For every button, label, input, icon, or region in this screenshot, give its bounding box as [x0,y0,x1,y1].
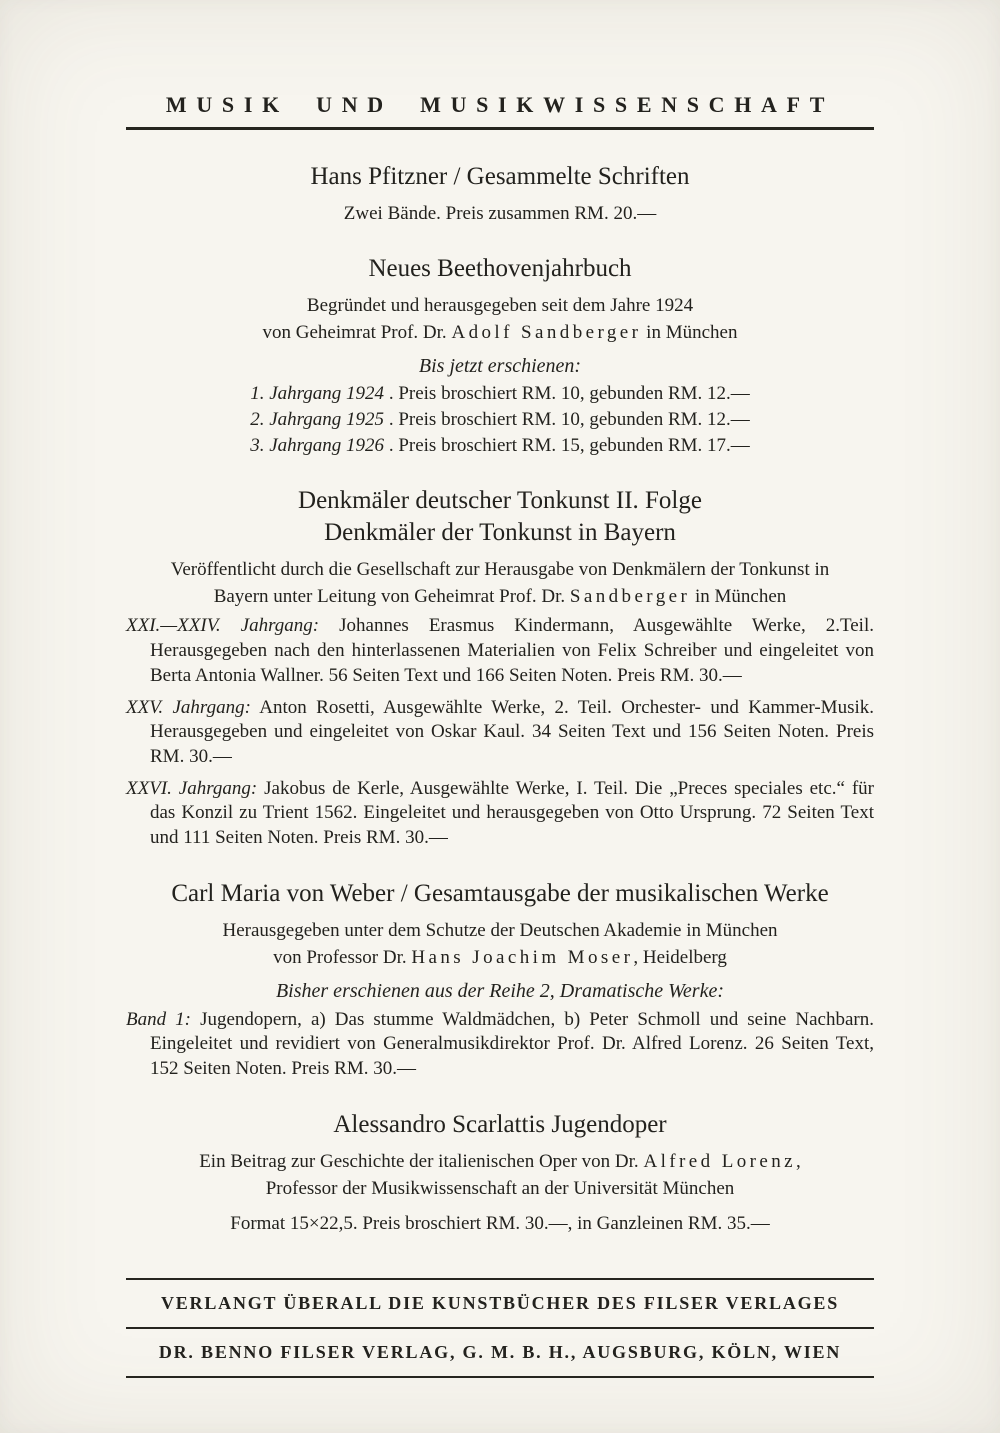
footer-rule-top [126,1278,874,1280]
scarlatti-line2: Professor der Musikwissenschaft an der Universität München [265,1177,735,1199]
denkmaeler-intro2 [126,584,874,609]
jahrgang-1924-label: 1. Jahrgang 1924 [250,383,385,405]
denkmaeler-intro1: Veröffentlicht durch die Gesellschaft zur Herausgabe von Denkmälern der Tonkunst in [170,559,830,581]
section-denkmaeler [126,486,874,850]
beethoven-line2 [126,320,874,345]
denkmaeler-title1: Denkmäler deutscher Tonkunst II. Folge [298,487,702,515]
weber-line2-post: , Heidelberg [633,946,727,968]
weber-line2 [126,945,874,970]
jahrgang-1925-label: 2. Jahrgang 1925 [250,408,385,430]
entry-xxv-text: Anton Rosetti, Ausgewählte Werke, 2. Teil. Orchester- und Kammer-Musik. Herausgegeben und eingeleitet von Oskar Kaul. 34 Seiten Text und 156 Seiten Noten. Preis RM. 30.— [150,696,874,767]
beethoven-note: Bis jetzt erschienen: [418,355,582,378]
jahrgang-1926-label: 3. Jahrgang 1926 [250,434,385,456]
section-pfitzner [126,162,874,226]
footer-slogan: VERLANGT ÜBERALL DIE KUNSTBÜCHER DES FILSER VERLAGES [160,1293,840,1314]
footer-rule-bottom [126,1376,874,1378]
scarlatti-line1 [126,1149,874,1174]
jahrgang-1924-price: . Preis broschiert RM. 10, gebunden RM. 12.— [384,383,750,405]
entry-xxi-label: XXI.—XXIV. Jahrgang: [126,615,320,637]
scarlatti-line1-post: , [796,1150,801,1172]
footer-rule-middle [126,1327,874,1329]
catalog-entry-xxvi [126,777,874,851]
editor-name-moser: Hans Joachim Moser [411,946,634,968]
entry-xxv-label: XXV. Jahrgang: [126,696,251,718]
denkmaeler-intro2-post: in München [690,586,787,608]
entry-xxvi-text: Jakobus de Kerle, Ausgewählte Werke, I. Teil. Die „Preces speciales etc.“ für das Konzil zu Trient 1562. Eingeleitet und herausgegeben von Otto Ursprung. 72 Seiten Text und 111 Seiten Noten. Preis RM. 30.— [150,777,874,848]
weber-title: Carl Maria von Weber / Gesamtausgabe der musikalischen Werke [171,879,829,907]
section-weber [126,879,874,1082]
section-scarlatti [126,1110,874,1236]
section-beethovenjahrbuch [126,254,874,458]
editor-name-sandberger: Adolf Sandberger [451,322,642,344]
publisher-footer [126,1278,874,1378]
catalog-entry-xxv [126,696,874,770]
catalog-entry-band1 [126,1008,874,1082]
jahrgang-1925-price: . Preis broschiert RM. 10, gebunden RM. 12.— [384,408,750,430]
denkmaeler-intro2-pre: Bayern unter Leitung von Geheimrat Prof. Dr. [213,586,570,608]
denkmaeler-title2: Denkmäler der Tonkunst in Bayern [324,519,676,547]
beethoven-title: Neues Beethovenjahrbuch [368,255,632,283]
publisher-imprint: DR. BENNO FILSER VERLAG, G. M. B. H., AUGSBURG, KÖLN, WIEN [158,1342,842,1363]
weber-note: Bisher erschienen aus der Reihe 2, Dramatische Werke: [275,979,725,1002]
entry-xxvi-label: XXVI. Jahrgang: [126,777,258,799]
band1-text: Jugendopern, a) Das stumme Waldmädchen, b) Peter Schmoll und seine Nachbarn. Eingeleitet und revidiert von Generalmusikdirektor Prof. Dr. Alfred Lorenz. 26 Seiten Text, 152 Seiten Noten. Preis RM. 30.— [150,1008,874,1080]
entry-xxi-text: Johannes Erasmus Kindermann, Ausgewählte Werke, 2.Teil. Herausgegeben nach den hinterlassenen Materialien von Felix Schreiber und eingeleitet von Berta Antonia Wallner. 56 Seiten Text und 166 Seiten Noten. Preis RM. 30.— [150,615,874,686]
band1-label: Band 1: [126,1008,191,1030]
beethoven-line2-pre: von Geheimrat Prof. Dr. [262,322,452,344]
pfitzner-title: Hans Pfitzner / Gesammelte Schriften [310,163,690,190]
jahrgang-item-1925 [126,408,874,433]
beethoven-line2-post: in München [641,322,738,344]
jahrgang-1926-price: . Preis broschiert RM. 15, gebunden RM. 17.— [384,434,750,456]
beethoven-line1: Begründet und herausgegeben seit dem Jahre 1924 [306,295,694,317]
pfitzner-subtitle: Zwei Bände. Preis zusammen RM. 20.— [343,203,657,224]
weber-line2-pre: von Professor Dr. [273,946,412,968]
weber-line1: Herausgegeben unter dem Schutze der Deutschen Akademie in München [222,919,778,941]
jahrgang-item-1926 [126,434,874,459]
scarlatti-line1-pre: Ein Beitrag zur Geschichte der italienischen Oper von Dr. [199,1150,644,1172]
author-name-lorenz: Alfred Lorenz [643,1150,797,1172]
jahrgang-item-1924 [126,382,874,407]
page-header [126,92,874,130]
leader-name-sandberger: Sandberger [569,586,691,608]
scarlatti-format-line: Format 15×22,5. Preis broschiert RM. 30.—, in Ganzleinen RM. 35.— [230,1213,770,1235]
catalog-entry-xxi-xxiv [126,614,874,688]
scarlatti-title: Alessandro Scarlattis Jugendoper [333,1110,667,1138]
page-title: MUSIK UND MUSIKWISSENSCHAFT [165,92,835,117]
